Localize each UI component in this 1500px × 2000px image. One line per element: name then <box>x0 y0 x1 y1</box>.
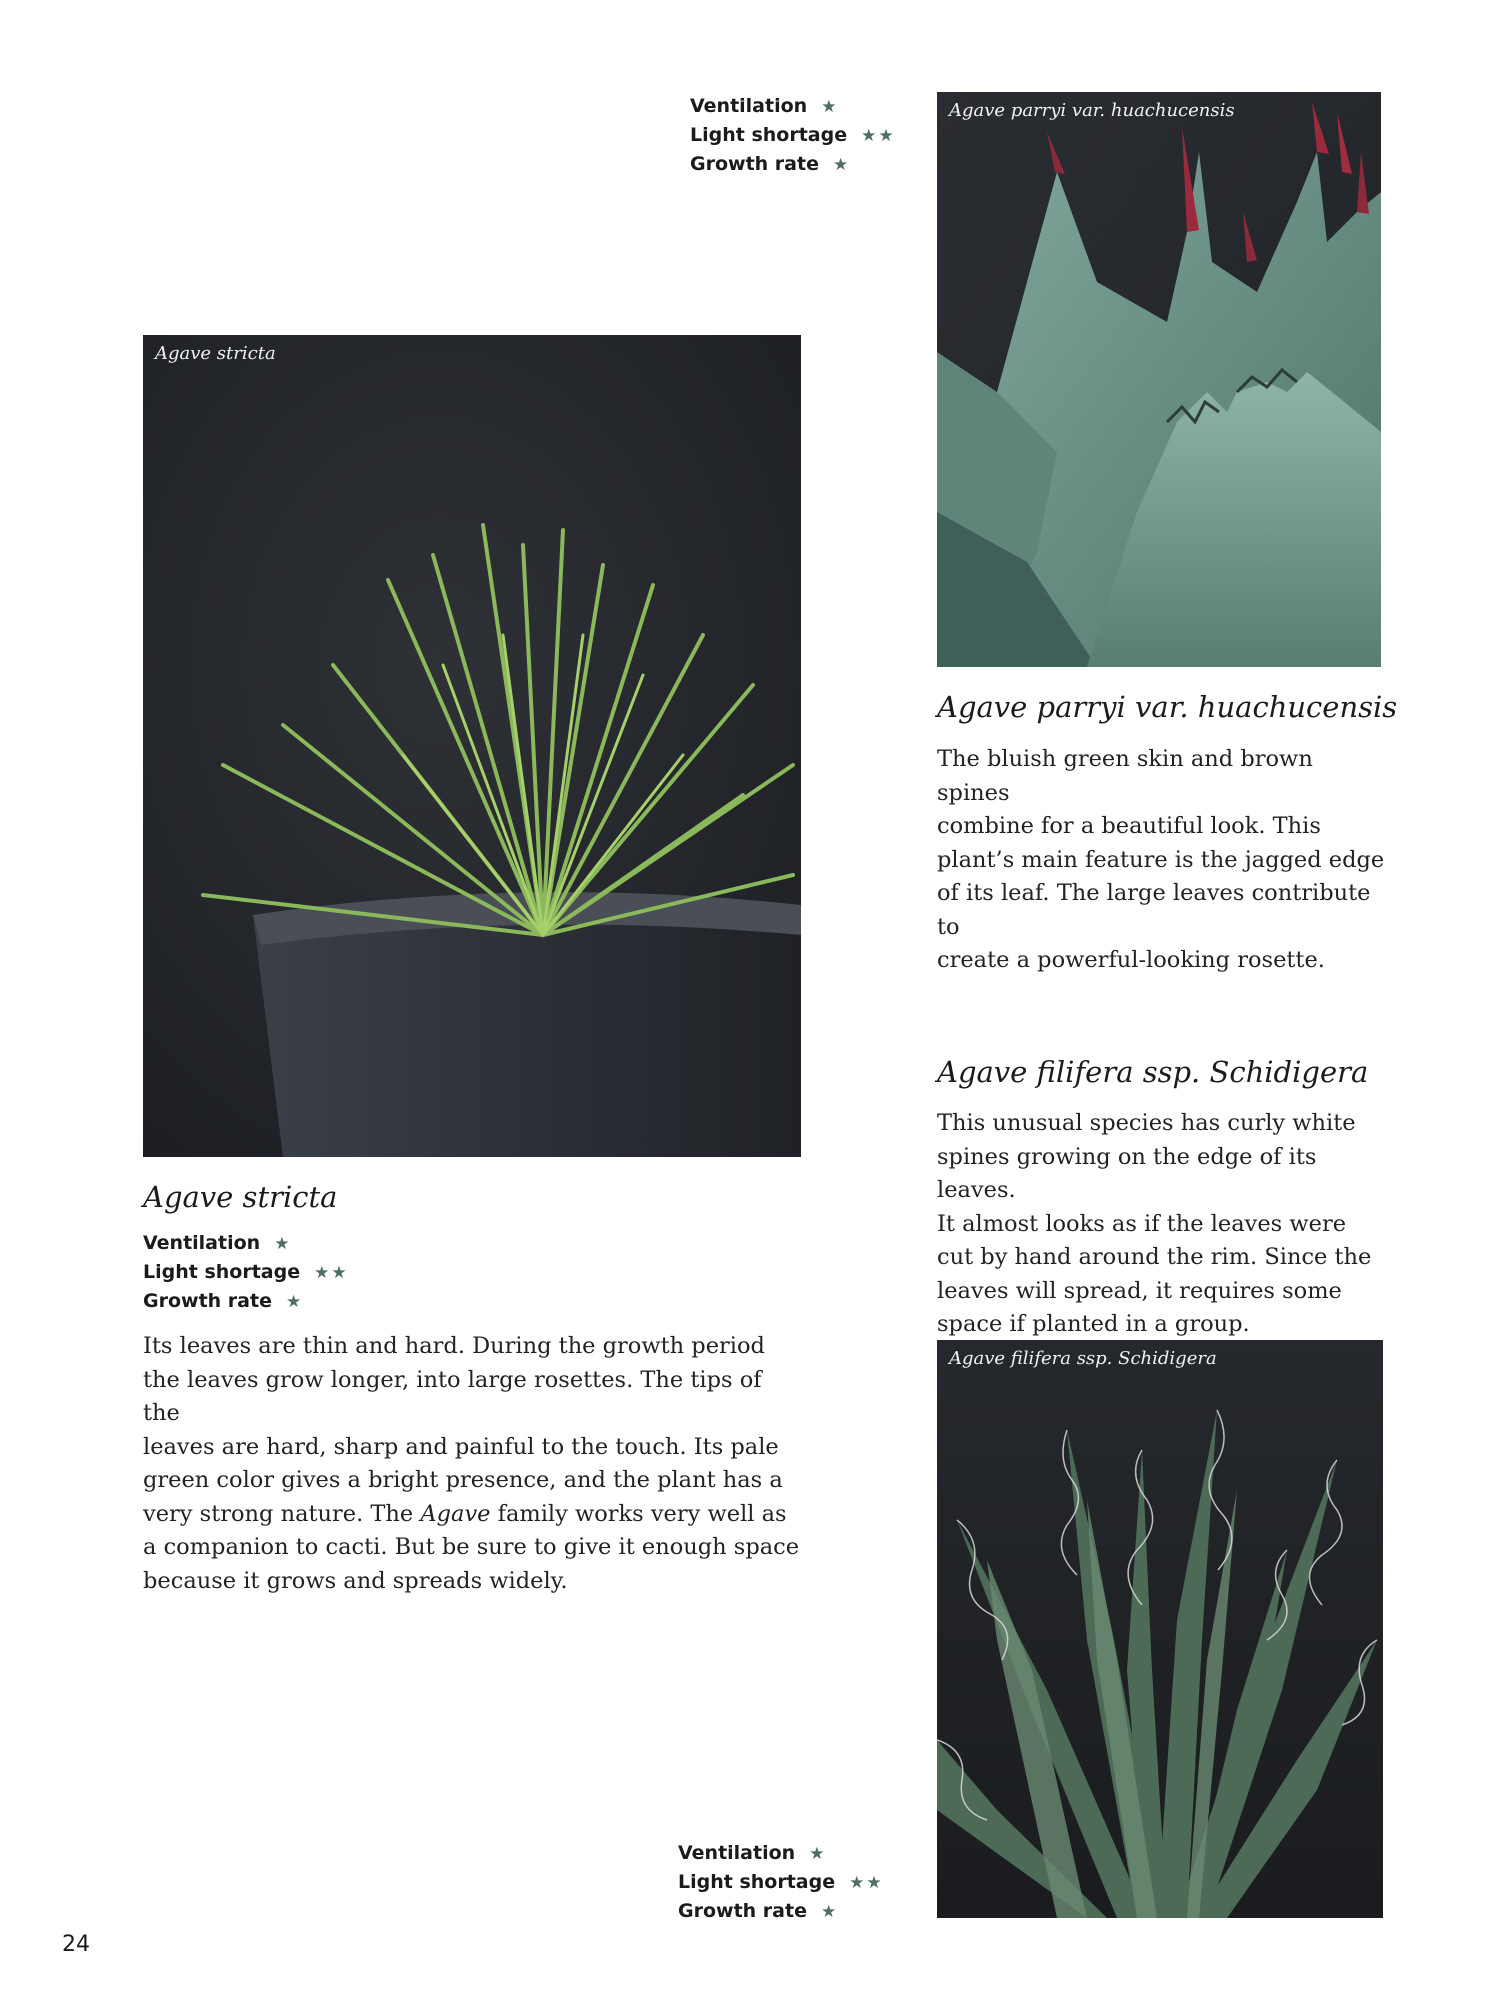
rating-light-shortage: Light shortage ★★ <box>143 1261 349 1283</box>
star-icon: ★★ <box>861 126 896 146</box>
photo-caption: Agave stricta <box>155 343 276 364</box>
star-icon: ★ <box>809 1844 827 1864</box>
rating-growth-rate: Growth rate ★ <box>690 153 851 175</box>
species-description-filifera: This unusual species has curly white spines growing on the edge of its leaves. It almost looks as if the leaves were cut by hand around the rim. Since the leaves will spread, it requires some space if planted in a group. <box>937 1110 1372 1337</box>
star-icon: ★★ <box>314 1263 349 1283</box>
species-title-stricta: Agave stricta <box>143 1180 338 1214</box>
rating-ventilation: Ventilation ★ <box>678 1842 827 1864</box>
species-description-parryi: The bluish green skin and brown spines combine for a beautiful look. This plant’s main feature is the jagged edge of its leaf. The large leaves contribute to create a powerful-looking rosette. <box>937 746 1385 973</box>
page-number: 24 <box>62 1932 90 1957</box>
rating-ventilation: Ventilation ★ <box>143 1232 292 1254</box>
rating-ventilation: Ventilation ★ <box>690 95 839 117</box>
agave-stricta-illustration <box>143 335 801 1157</box>
star-icon: ★ <box>821 97 839 117</box>
rating-growth-rate: Growth rate ★ <box>143 1290 304 1312</box>
species-title-parryi: Agave parryi var. huachucensis <box>937 690 1398 724</box>
species-description-stricta: Its leaves are thin and hard. During the growth period the leaves grow longer, into large rosettes. The tips of the leaves are hard, sharp and painful to the touch. Its pale green color gives a bright presence, and the plant has a very strong nature. The Agave family works very well as a companion to cacti. But be sure to give it enough space because it grows and spreads widely. <box>143 1333 800 1594</box>
species-title-filifera: Agave filifera ssp. Schidigera <box>937 1055 1369 1089</box>
star-icon: ★ <box>820 1902 839 1922</box>
photo-agave-stricta <box>143 335 801 1157</box>
agave-parryi-illustration <box>937 92 1381 667</box>
star-icon: ★ <box>285 1292 304 1312</box>
rating-block-stricta <box>143 1229 349 1316</box>
photo-agave-parryi <box>937 92 1381 667</box>
photo-agave-filifera <box>937 1340 1383 1918</box>
photo-caption: Agave filifera ssp. Schidigera <box>949 1348 1217 1369</box>
star-icon: ★ <box>832 155 851 175</box>
rating-light-shortage: Light shortage ★★ <box>690 124 896 146</box>
star-icon: ★ <box>274 1234 292 1254</box>
rating-light-shortage: Light shortage ★★ <box>678 1871 884 1893</box>
rating-block-parryi <box>690 92 896 179</box>
rating-block-filifera <box>678 1839 884 1926</box>
agave-filifera-illustration <box>937 1340 1383 1918</box>
rating-growth-rate: Growth rate ★ <box>678 1900 839 1922</box>
star-icon: ★★ <box>849 1873 884 1893</box>
photo-caption: Agave parryi var. huachucensis <box>949 100 1235 121</box>
